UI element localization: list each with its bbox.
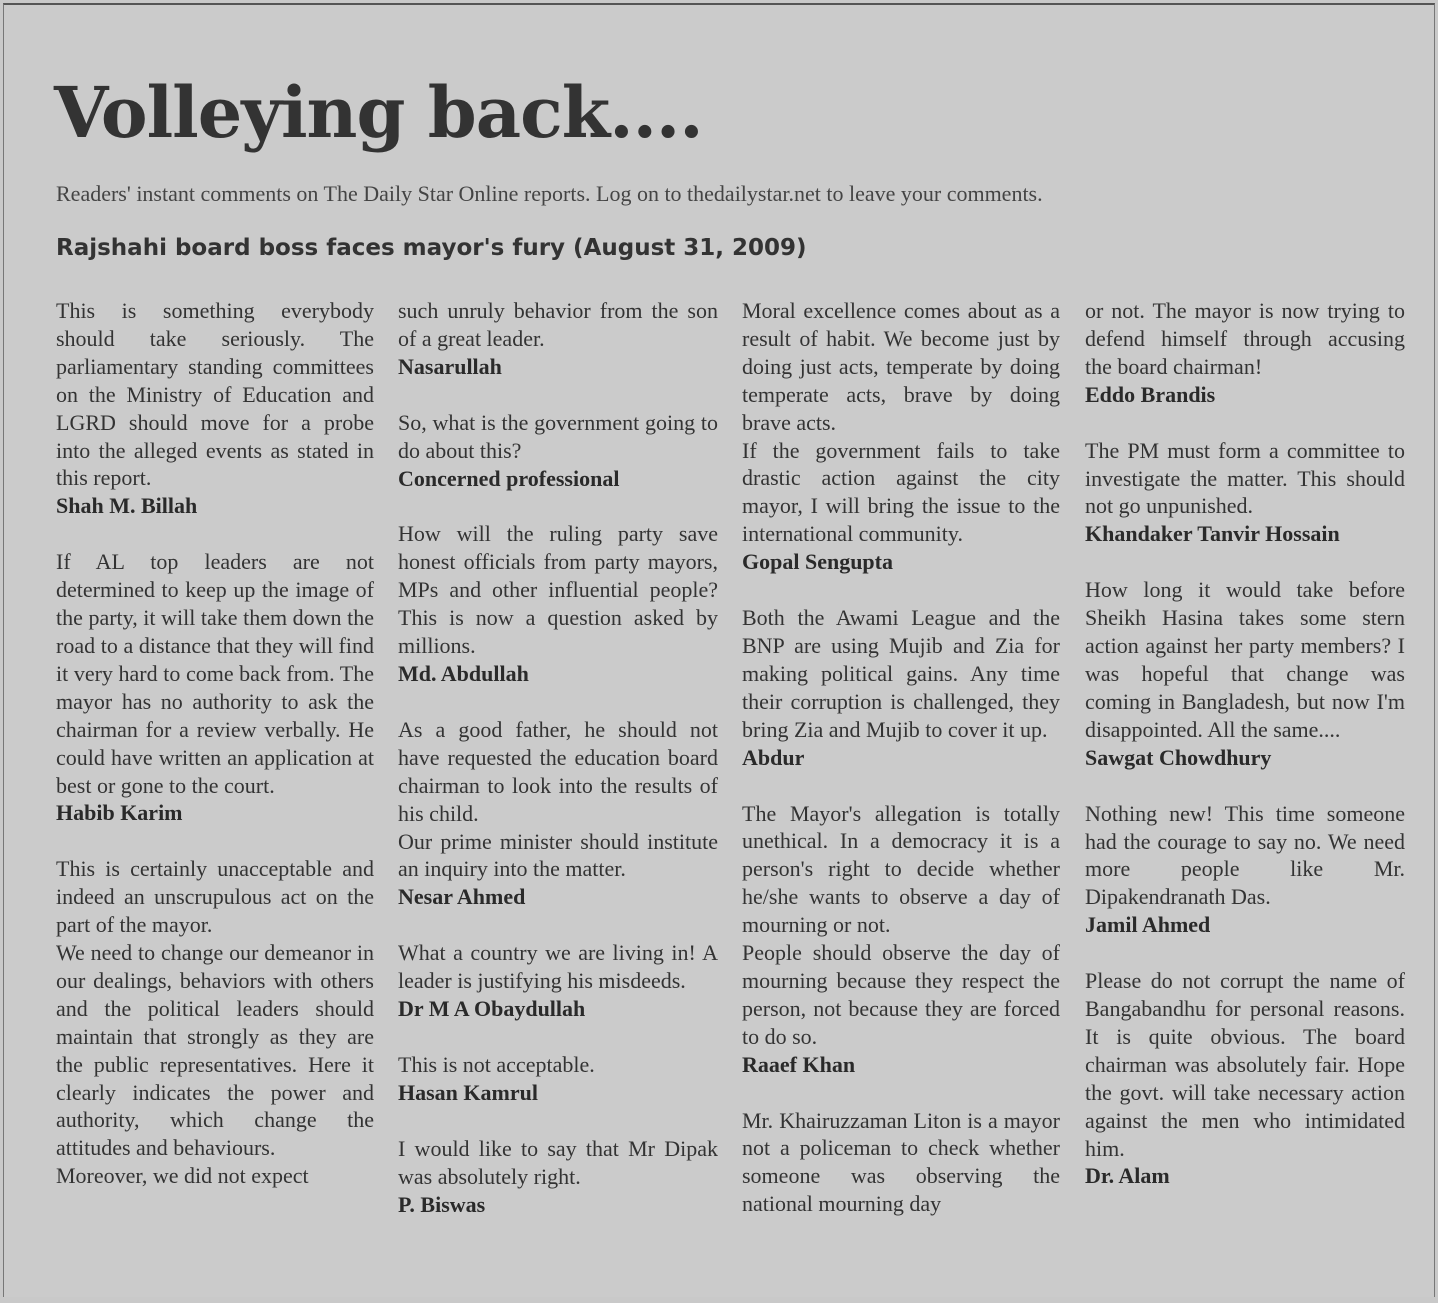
comment-text: This is certainly unacceptable and indeed an unscrupulous act on the part of the mayor. We need to change our demeanor in our dealings, behaviors with others and the political leaders should maintain that strongly as they are the public representatives. Here it clearly indicates the power and authority, which change the attitudes and behaviours. Moreover, we did not expect — [56, 856, 374, 1189]
comment — [742, 800, 1060, 1079]
newspaper-page — [3, 3, 1435, 1297]
comment-author: Jamil Ahmed — [1085, 912, 1211, 938]
column-2 — [398, 297, 718, 1246]
comment-text: The Mayor's allegation is totally unethical. In a democracy it is a person's right to decide whether he/she wants to observe a day of mourning or not. People should observe the day of mourning because they respect the person, not because they are forced to do so. — [742, 800, 1060, 1049]
comment-text: How long it would take before Sheikh Hasina takes some stern action against her party members? I was hopeful that change was coming in Bangladesh, but now I'm disappointed. All the same.... — [1085, 577, 1405, 742]
comment — [398, 1051, 718, 1107]
comment-author: Habib Karim — [56, 800, 183, 826]
comment — [398, 297, 718, 381]
comment-author: Sawgat Chowdhury — [1085, 744, 1272, 770]
comment-author: Concerned professional — [398, 465, 620, 491]
comment — [56, 297, 374, 520]
comment — [398, 409, 718, 493]
comment-text: So, what is the government going to do about this? — [398, 409, 718, 463]
comment-text: What a country we are living in! A leader is justifying his misdeeds. — [398, 940, 718, 994]
comment-text: such unruly behavior from the son of a great leader. — [398, 298, 718, 351]
comment — [1085, 297, 1405, 409]
comment-text: As a good father, he should not have requested the education board chairman to look into the results of his child. Our prime minister should institute an inquiry into the matter. — [398, 716, 718, 882]
column-3 — [742, 297, 1060, 1246]
intro-text: Readers' instant comments on The Daily Star Online reports. Log on to thedailystar.net to leave your comments. — [56, 181, 1043, 206]
article-title: Rajshahi board boss faces mayor's fury (August 31, 2009) — [56, 235, 807, 261]
comment-author: Khandaker Tanvir Hossain — [1085, 521, 1340, 547]
headline: Volleying back.... — [54, 71, 703, 154]
comment-author: Shah M. Billah — [56, 493, 198, 519]
comment — [1085, 576, 1405, 771]
comment — [56, 548, 374, 827]
column-4 — [1085, 297, 1405, 1218]
comment-text: Mr. Khairuzzaman Liton is a mayor not a policeman to check whether someone was observing the national mourning day — [742, 1107, 1060, 1217]
comment-text: Both the Awami League and the BNP are using Mujib and Zia for making political gains. Any time their corruption is challenged, they bring Zia and Mujib to cover it up. — [742, 605, 1060, 742]
comment-author: Dr. Alam — [1085, 1163, 1170, 1189]
comment-text: If AL top leaders are not determined to keep up the image of the party, it will take them down the road to a distance that they will find it very hard to come back from. The mayor has no authority to ask the chairman for a review verbally. He could have written an application at best or gone to the court. — [56, 549, 374, 798]
comment — [56, 855, 374, 1190]
comment — [398, 520, 718, 687]
comment-author: Nesar Ahmed — [398, 884, 526, 910]
comment — [398, 939, 718, 1023]
comment-text: Moral excellence comes about as a result of habit. We become just by doing just acts, temperate by doing temperate acts, brave by doing brave acts. If the government fails to take drastic action against the city mayor, I will bring the issue to the international community. — [742, 298, 1060, 547]
comment — [742, 297, 1060, 576]
comment-author: P. Biswas — [398, 1191, 486, 1217]
comment-text: This is not acceptable. — [398, 1051, 595, 1077]
comment-author: Hasan Kamrul — [398, 1079, 538, 1105]
comment-text: I would like to say that Mr Dipak was absolutely right. — [398, 1135, 718, 1189]
comment — [1085, 437, 1405, 549]
comment-text: How will the ruling party save honest officials from party mayors, MPs and other influential people? This is now a question asked by millions. — [398, 521, 718, 659]
comment — [742, 1107, 1060, 1219]
comment-text: This is something everybody should take seriously. The parliamentary standing committees on the Ministry of Education and LGRD should move for a probe into the alleged events as stated in this report. — [56, 298, 374, 491]
comment — [1085, 967, 1405, 1190]
comment-author: Eddo Brandis — [1085, 381, 1216, 407]
comment-author: Abdur — [742, 744, 805, 770]
comment-author: Dr M A Obaydullah — [398, 996, 586, 1022]
comment-author: Md. Abdullah — [398, 660, 529, 686]
comment-author: Nasarullah — [398, 353, 502, 379]
comment-text: Nothing new! This time someone had the courage to say no. We need more people like Mr. Dipakendranath Das. — [1085, 800, 1405, 910]
comment-text: The PM must form a committee to investigate the matter. This should not go unpunished. — [1085, 437, 1405, 519]
comment — [1085, 800, 1405, 940]
comment-text: or not. The mayor is now trying to defend himself through accusing the board chairman! — [1085, 298, 1405, 379]
comment-author: Gopal Sengupta — [742, 549, 893, 575]
column-1 — [56, 297, 374, 1218]
comment — [398, 716, 718, 911]
comment — [742, 604, 1060, 771]
comment — [398, 1135, 718, 1219]
comment-author: Raaef Khan — [742, 1051, 856, 1077]
comment-text: Please do not corrupt the name of Bangabandhu for personal reasons. It is quite obvious. The board chairman was absolutely fair. Hope the govt. will take necessary action against the men who intimidated him. — [1085, 968, 1405, 1161]
